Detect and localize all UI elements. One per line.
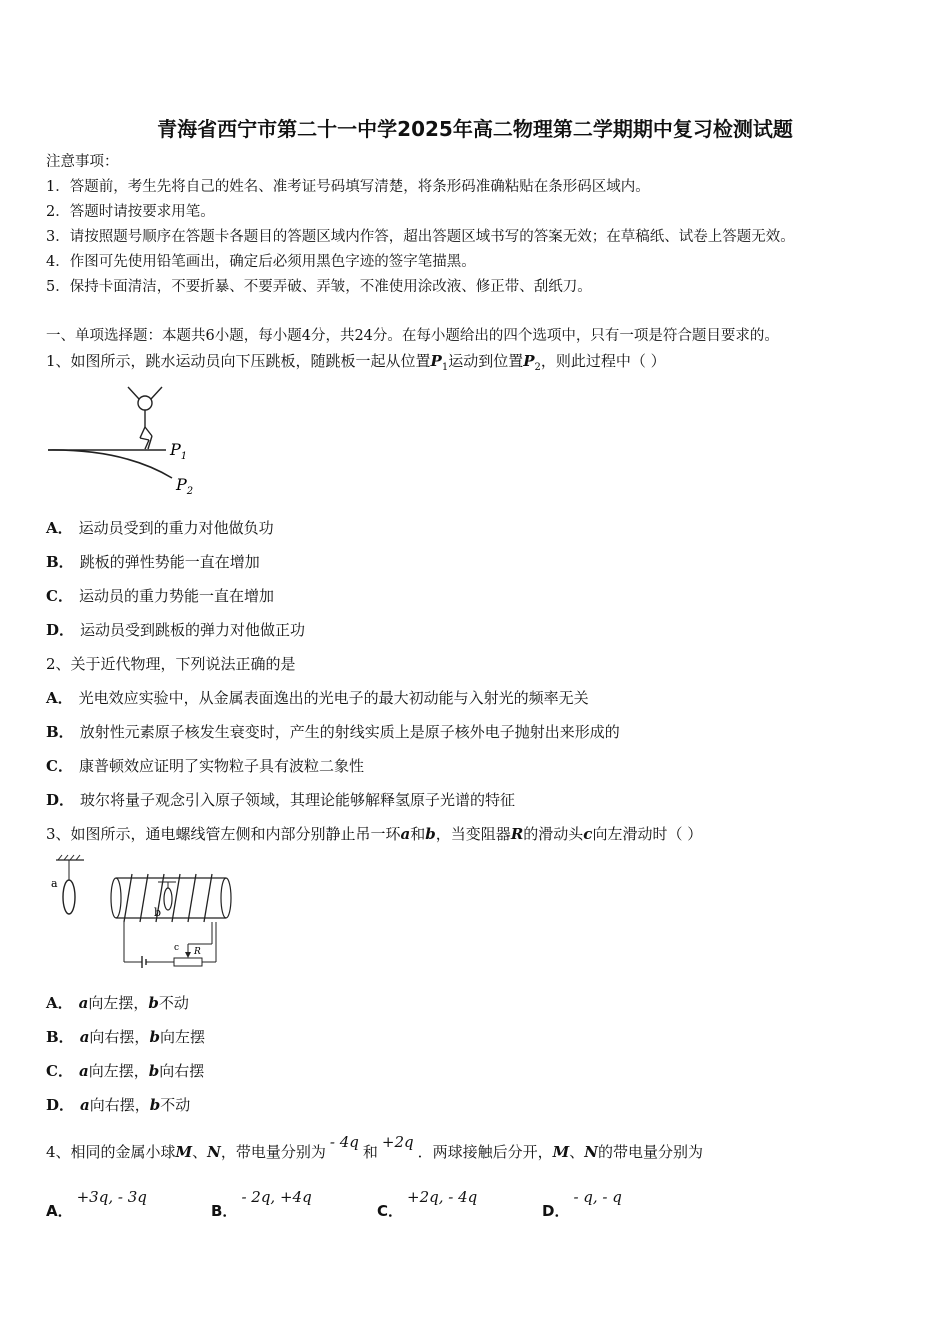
charge-m: - 4q xyxy=(329,1133,359,1151)
q1-stem-text: 1、如图所示，跳水运动员向下压跳板，随跳板一起从位置 xyxy=(46,352,431,370)
q1-option-a[interactable]: A． 运动员受到的重力对他做负功 xyxy=(46,519,274,537)
question-3-stem: 3、如图所示，通电螺线管左侧和内部分别静止吊一环a和b，当变阻器R的滑动头c向左滑动时（ ） xyxy=(46,825,703,843)
q4-option-a[interactable]: A．+3q, - 3q xyxy=(46,1188,147,1220)
q1-p2-sub: 2 xyxy=(534,362,541,373)
question-4-stem: 4、相同的金属小球M、N，带电量分别为- 4q和+2q．两球接触后分开，M、N的带电量分别为 xyxy=(46,1133,703,1161)
q4-option-c[interactable]: C．+2q, - 4q xyxy=(377,1188,478,1220)
figure-label-p2: $P_2$ xyxy=(176,475,194,497)
solenoid-figure xyxy=(46,852,246,972)
ring-b xyxy=(164,888,172,910)
figure-label-c: c xyxy=(174,943,180,953)
diver-head xyxy=(138,396,152,410)
notice-item: 4．作图可先使用铅笔画出，确定后必须用黑色字迹的签字笔描黑。 xyxy=(46,254,476,270)
notice-item: 3．请按照题号顺序在答题卡各题目的答题区域内作答，超出答题区域书写的答案无效；在草稿纸、试卷上答题无效。 xyxy=(46,229,795,245)
figure-label-b: b xyxy=(154,906,162,919)
q3-option-d[interactable]: D． a向右摆，b不动 xyxy=(46,1096,191,1114)
section-heading: 一、单项选择题：本题共6小题，每小题4分，共24分。在每小题给出的四个选项中，只有一项是符合题目要求的。 xyxy=(46,328,779,344)
q1-p2: P xyxy=(523,352,535,370)
board-p2-curve xyxy=(48,450,172,478)
figure-label-p1: $P_1$ xyxy=(170,440,188,462)
notice-item: 1．答题前，考生先将自己的姓名、准考证号码填写清楚，将条形码准确粘贴在条形码区域内。 xyxy=(46,179,650,195)
q2-option-d[interactable]: D． 玻尔将量子观念引入原子领域，其理论能够解释氢原子光谱的特征 xyxy=(46,791,516,809)
q1-option-b[interactable]: B． 跳板的弹性势能一直在增加 xyxy=(46,553,260,571)
rheostat xyxy=(174,958,202,966)
q1-stem-text: 运动到位置 xyxy=(448,352,524,370)
q3-option-b[interactable]: B． a向右摆，b向左摆 xyxy=(46,1028,205,1046)
notice-heading: 注意事项： xyxy=(46,154,119,170)
q4-option-b[interactable]: B．- 2q, +4q xyxy=(211,1188,312,1220)
q3-option-c[interactable]: C． a向左摆，b向右摆 xyxy=(46,1062,205,1080)
notice-item: 2．答题时请按要求用笔。 xyxy=(46,204,215,220)
figure-label-a: a xyxy=(51,877,58,890)
diving-board-figure xyxy=(44,383,214,499)
question-1-stem xyxy=(46,351,666,378)
question-2-stem: 2、关于近代物理，下列说法正确的是 xyxy=(46,655,296,673)
q2-option-b[interactable]: B． 放射性元素原子核发生衰变时，产生的射线实质上是原子核外电子抛射出来形成的 xyxy=(46,723,620,741)
page-title: 青海省西宁市第二十一中学2025年高二物理第二学期期中复习检测试题 xyxy=(157,117,793,141)
q2-option-a[interactable]: A． 光电效应实验中，从金属表面逸出的光电子的最大初动能与入射光的频率无关 xyxy=(46,689,589,707)
figure-label-r: R xyxy=(194,947,201,957)
q4-option-d[interactable]: D．- q, - q xyxy=(542,1188,622,1220)
q3-option-a[interactable]: A． a向左摆，b不动 xyxy=(46,994,189,1012)
notice-item: 5．保持卡面清洁，不要折暴、不要弄破、弄皱，不准使用涂改液、修正带、刮纸刀。 xyxy=(46,279,592,295)
ring-a xyxy=(63,880,75,914)
q1-option-d[interactable]: D． 运动员受到跳板的弹力对他做正功 xyxy=(46,621,306,639)
q2-option-c[interactable]: C． 康普顿效应证明了实物粒子具有波粒二象性 xyxy=(46,757,364,775)
charge-n: +2q xyxy=(381,1133,414,1151)
q1-option-c[interactable]: C． 运动员的重力势能一直在增加 xyxy=(46,587,274,605)
q1-p1-sub: 1 xyxy=(441,362,449,373)
q1-p1: P xyxy=(430,352,442,370)
q1-stem-text: ，则此过程中（ ） xyxy=(540,352,666,370)
